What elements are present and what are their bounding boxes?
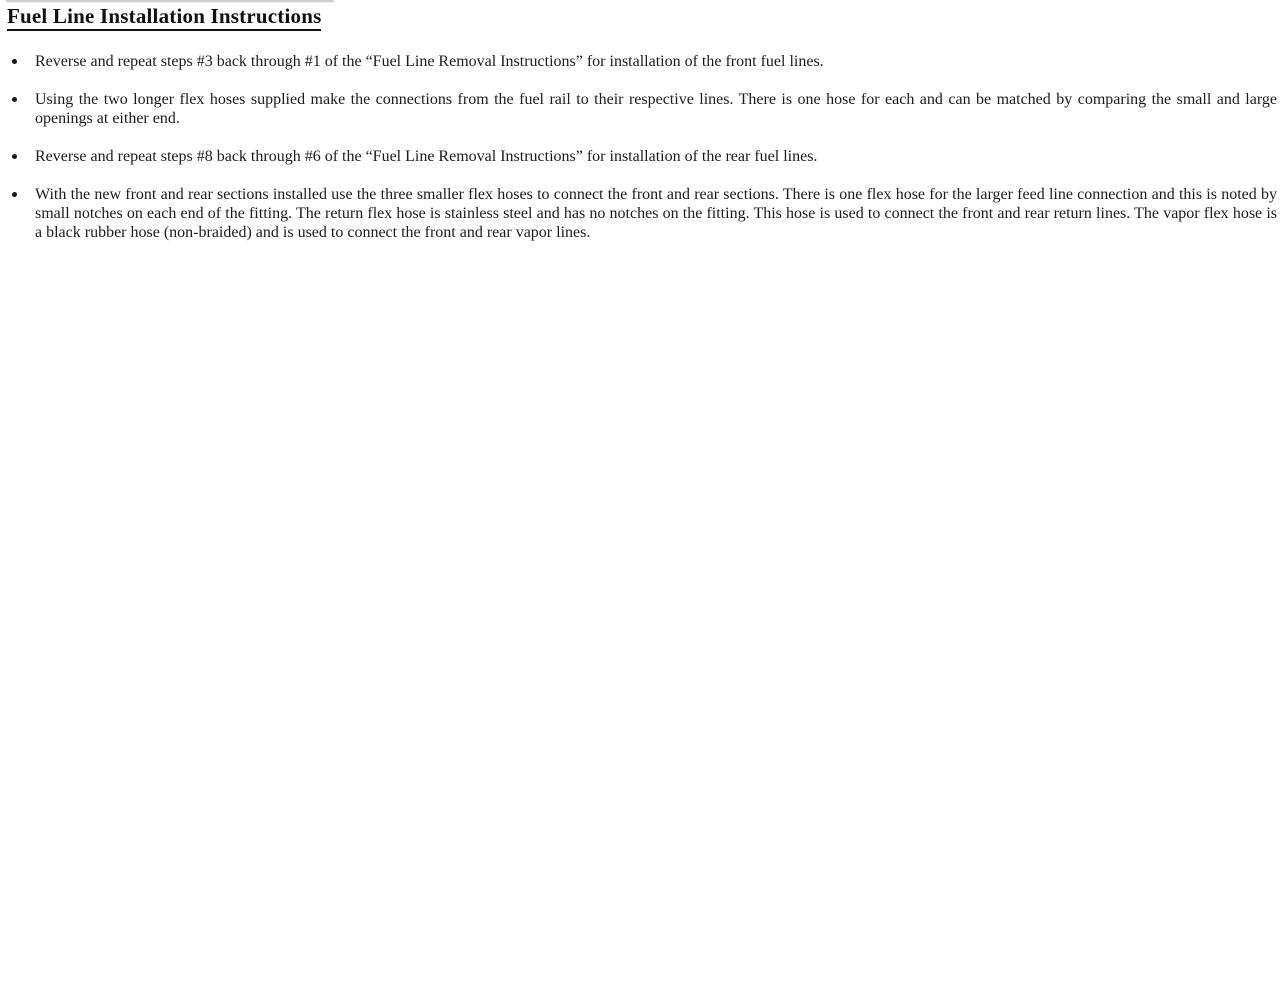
page-title <box>7 3 1280 31</box>
instruction-text: Using the two longer flex hoses supplied make the connections from the fuel rail to their respective lines. There is one hose for each and can be matched by comparing the small and large openings at either end. <box>35 91 1277 127</box>
instruction-list <box>0 52 1280 242</box>
list-item <box>0 147 1280 166</box>
page-title-text: Fuel Line Installation Instructions <box>7 3 321 31</box>
instruction-text: Reverse and repeat steps #8 back through #6 of the “Fuel Line Removal Instructions” for installation of the rear fuel lines. <box>35 148 818 165</box>
bullet-icon <box>12 154 17 159</box>
scan-artifact <box>6 0 334 2</box>
bullet-icon <box>12 192 17 197</box>
bullet-icon <box>12 97 17 102</box>
instruction-text: With the new front and rear sections installed use the three smaller flex hoses to connect the front and rear sections. There is one flex hose for the larger feed line connection and this is noted by small notches on each end of the fitting. The return flex hose is stainless steel and has no notches on the fitting. This hose is used to connect the front and rear return lines. The vapor flex hose is a black rubber hose (non-braided) and is used to connect the front and rear vapor lines. <box>35 186 1277 241</box>
instruction-text: Reverse and repeat steps #3 back through #1 of the “Fuel Line Removal Instructions” for installation of the front fuel lines. <box>35 53 824 70</box>
list-item <box>0 90 1280 128</box>
bullet-icon <box>12 59 17 64</box>
list-item <box>0 185 1280 242</box>
list-item <box>0 52 1280 71</box>
